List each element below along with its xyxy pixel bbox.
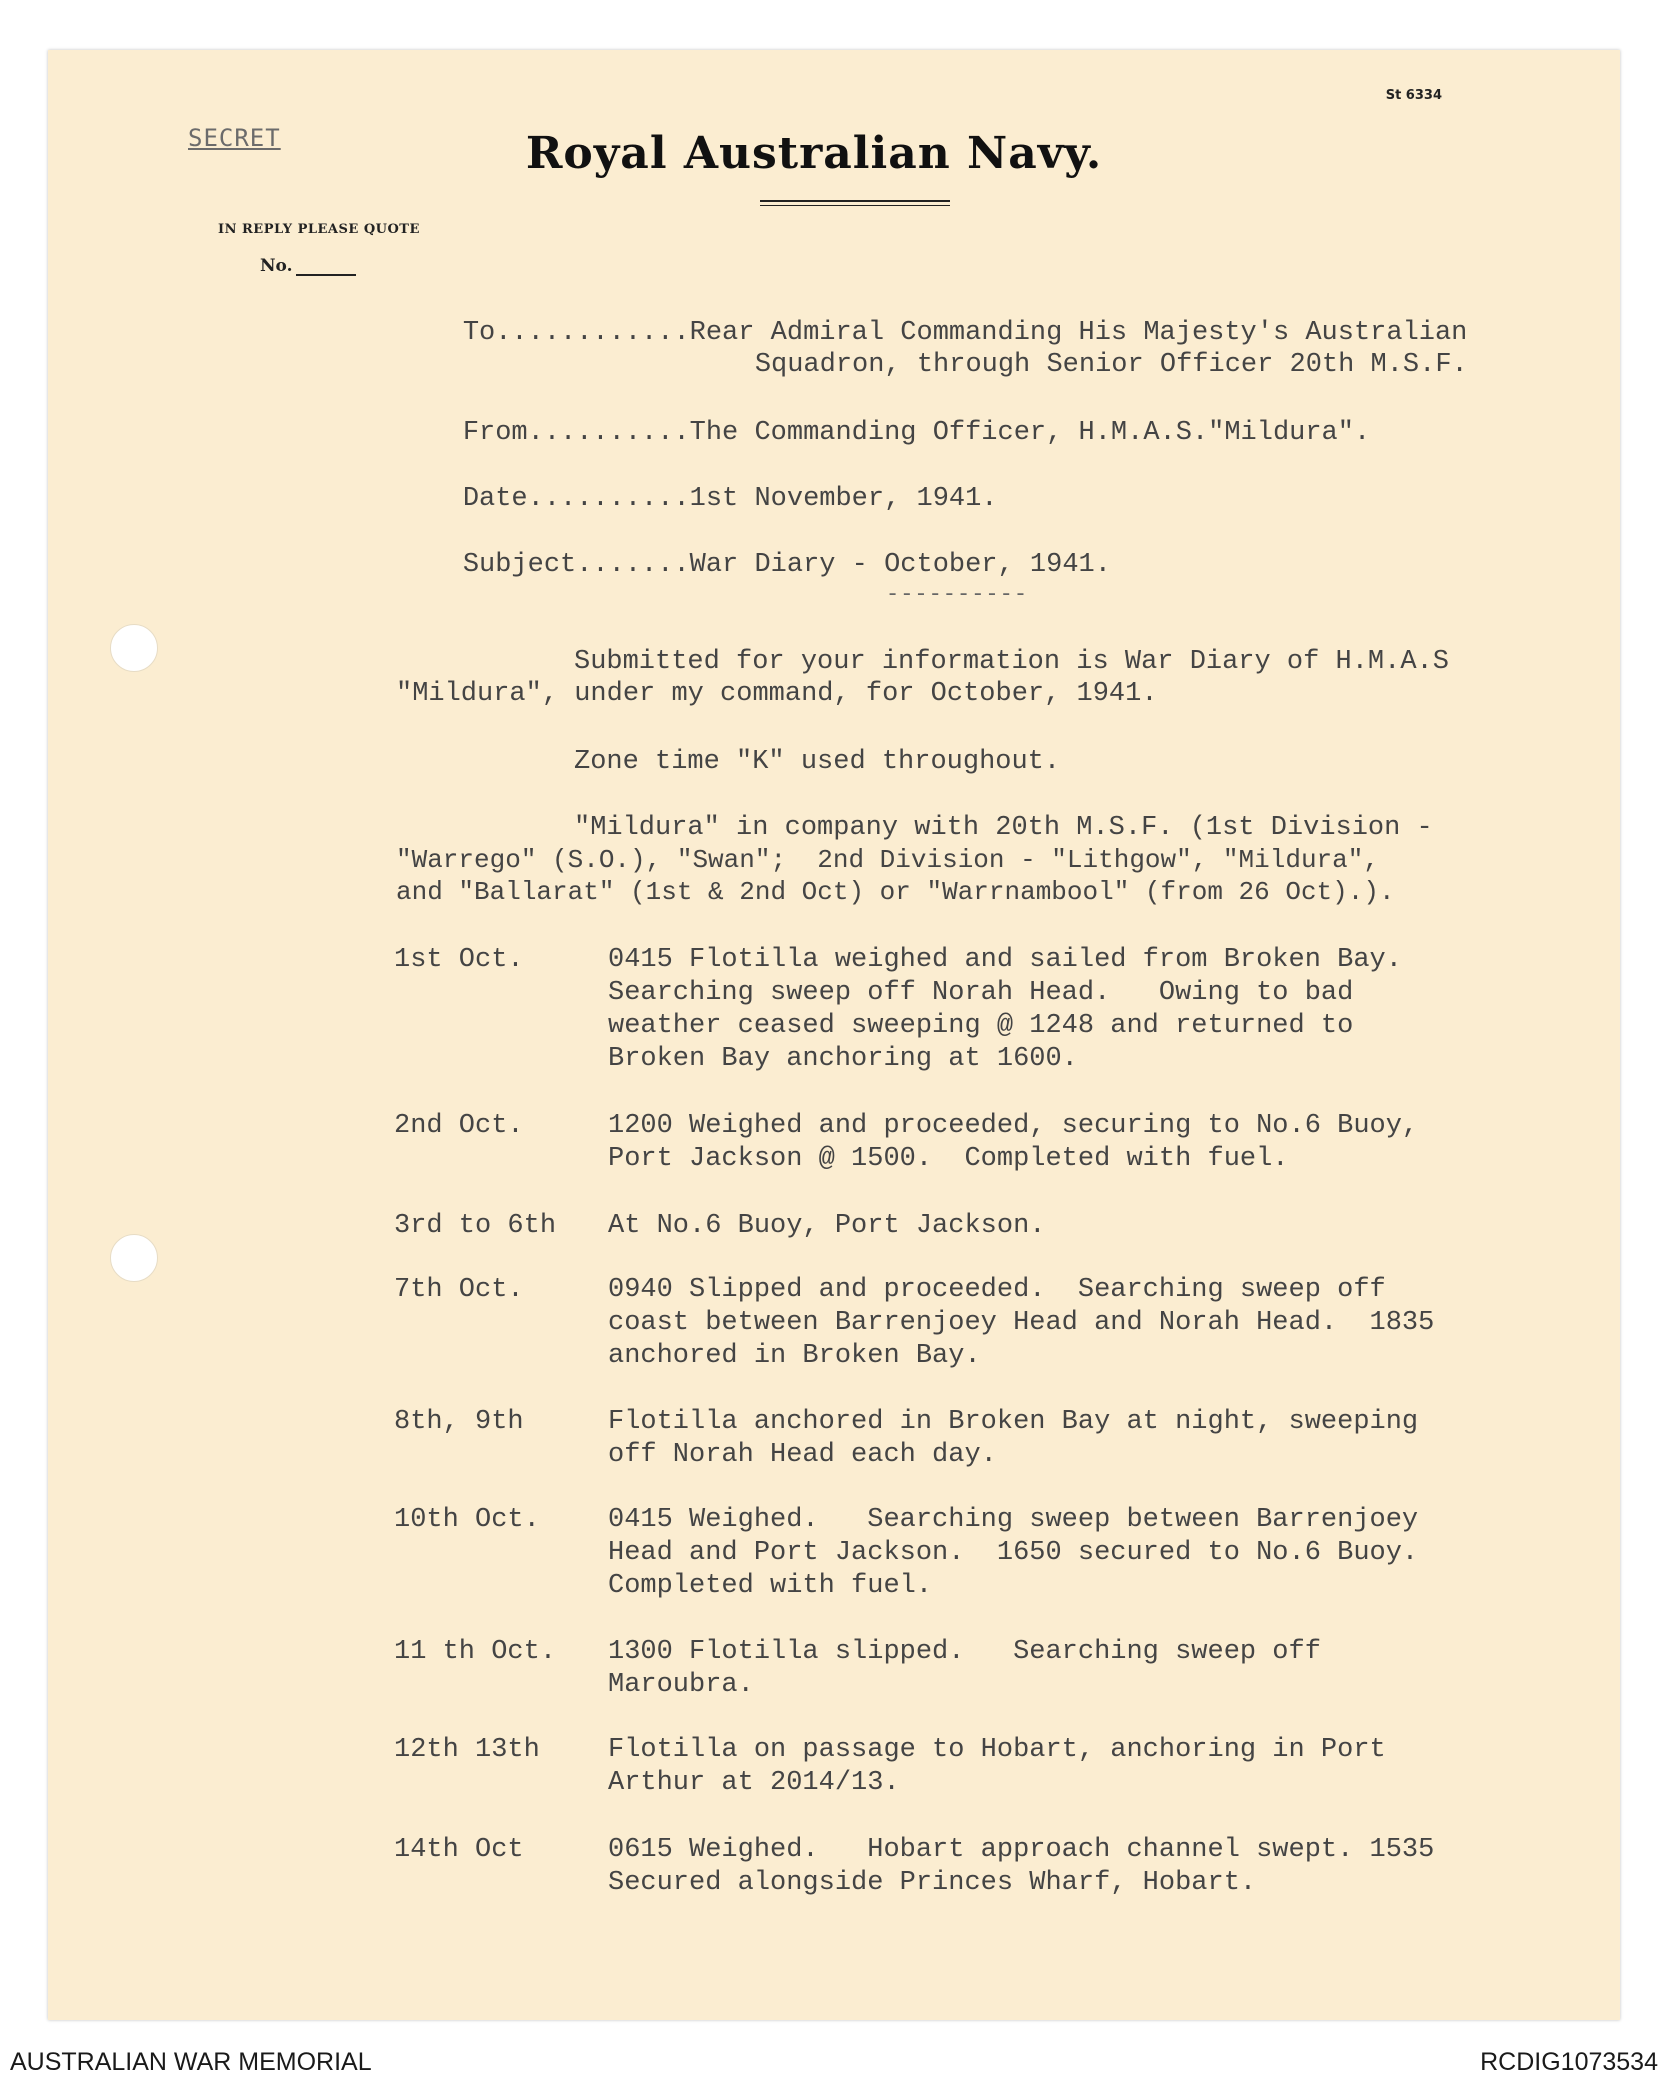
intro-paragraph-2: Zone time "K" used throughout. [574, 747, 1061, 777]
entry-date: 12th 13th [394, 1735, 540, 1765]
entry-line: At No.6 Buoy, Port Jackson. [608, 1211, 1046, 1241]
date-label: Date.......... [462, 484, 690, 514]
entry-text [608, 1110, 1418, 1176]
diary-entry [394, 1504, 1419, 1636]
reply-label: IN REPLY PLEASE QUOTE [218, 222, 420, 237]
from-value: The Commanding Officer, H.M.A.S."Mildura". [689, 418, 1371, 448]
entry-date: 2nd Oct. [394, 1111, 524, 1141]
entry-date: 7th Oct. [394, 1275, 524, 1305]
letterhead-title: Royal Australian Navy. [525, 128, 1103, 179]
intro-paragraph-1-line-1: Submitted for your information is War Diary of H.M.A.S [574, 647, 1449, 677]
entry-text [608, 1274, 1434, 1373]
entry-line: 0415 Weighed. Searching sweep between Barrenjoey [608, 1505, 1419, 1535]
entry-line: Maroubra. [608, 1670, 754, 1700]
entry-text [608, 1406, 1418, 1472]
entry-line: 0940 Slipped and proceeded. Searching sweep off [608, 1275, 1386, 1305]
diary-entry [394, 1274, 1435, 1406]
intro-paragraph-3-line-3: and "Ballarat" (1st & 2nd Oct) or "Warrnambool" (from 26 Oct).). [396, 877, 1395, 907]
entry-line: 0415 Flotilla weighed and sailed from Broken Bay. [608, 945, 1402, 975]
form-number: St 6334 [1385, 88, 1442, 103]
entry-date: 1st Oct. [394, 945, 524, 975]
subject-value: War Diary - October, 1941. [689, 550, 1111, 580]
diary-entry [394, 1834, 1435, 1966]
to-label: To............ [462, 318, 690, 348]
entry-line: Flotilla anchored in Broken Bay at night, sweeping [608, 1407, 1419, 1437]
entry-text [608, 944, 1402, 1076]
entry-line: Flotilla on passage to Hobart, anchoring in Port [608, 1735, 1386, 1765]
archive-id-label: RCDIG1073534 [1480, 2048, 1658, 2076]
entry-text [608, 1734, 1386, 1800]
to-line-1: Rear Admiral Commanding His Majesty's Australian [689, 318, 1468, 348]
entry-line: anchored in Broken Bay. [608, 1341, 981, 1371]
entry-date: 10th Oct. [394, 1505, 540, 1535]
from-label: From.......... [462, 418, 690, 448]
diary-entry [394, 944, 1402, 1076]
reference-no-line [296, 274, 356, 276]
title-underline [760, 200, 950, 206]
entry-line: off Norah Head each day. [608, 1440, 997, 1470]
classification-stamp: SECRET [188, 124, 281, 152]
entry-line: Broken Bay anchoring at 1600. [608, 1044, 1078, 1074]
entry-date: 8th, 9th [394, 1407, 524, 1437]
entry-line: Head and Port Jackson. 1650 secured to No.6 Buoy. [608, 1538, 1419, 1568]
entry-line: Completed with fuel. [608, 1571, 933, 1601]
entry-text [608, 1636, 1321, 1702]
entry-line: 1300 Flotilla slipped. Searching sweep off [608, 1637, 1321, 1667]
punch-hole-top [110, 624, 158, 672]
intro-paragraph-3-line-1: "Mildura" in company with 20th M.S.F. (1st Division - [574, 813, 1433, 843]
intro-paragraph-1-line-2: "Mildura", under my command, for October, 1941. [396, 679, 1158, 709]
entry-line: Arthur at 2014/13. [608, 1768, 900, 1798]
to-line-2: Squadron, through Senior Officer 20th M.S.F. [754, 350, 1468, 380]
subject-label: Subject....... [462, 550, 690, 580]
date-value: 1st November, 1941. [689, 484, 998, 514]
document-page [48, 50, 1620, 2020]
entry-date: 14th Oct [394, 1835, 524, 1865]
punch-hole-bottom [110, 1234, 158, 1282]
intro-paragraph-3-line-2: "Warrego" (S.O.), "Swan"; 2nd Division - "Lithgow", "Mildura", [396, 845, 1379, 875]
entry-line: Searching sweep off Norah Head. Owing to bad [608, 978, 1354, 1008]
entry-text [608, 1504, 1418, 1603]
entry-line: Secured alongside Princes Wharf, Hobart. [608, 1868, 1257, 1898]
archive-source-label: AUSTRALIAN WAR MEMORIAL [10, 2048, 372, 2076]
entry-line: coast between Barrenjoey Head and Norah Head. 1835 [608, 1308, 1435, 1338]
entry-text [608, 1210, 1045, 1243]
entry-date: 3rd to 6th [394, 1211, 557, 1241]
separator: ---------- [886, 582, 1029, 607]
entry-text [608, 1834, 1434, 1900]
entry-date: 11 th Oct. [394, 1637, 557, 1667]
entry-line: 1200 Weighed and proceeded, securing to No.6 Buoy, [608, 1111, 1419, 1141]
entry-line: Port Jackson @ 1500. Completed with fuel. [608, 1144, 1289, 1174]
entry-line: weather ceased sweeping @ 1248 and returned to [608, 1011, 1354, 1041]
reference-no-label: No. [260, 256, 293, 276]
entry-line: 0615 Weighed. Hobart approach channel swept. 1535 [608, 1835, 1435, 1865]
